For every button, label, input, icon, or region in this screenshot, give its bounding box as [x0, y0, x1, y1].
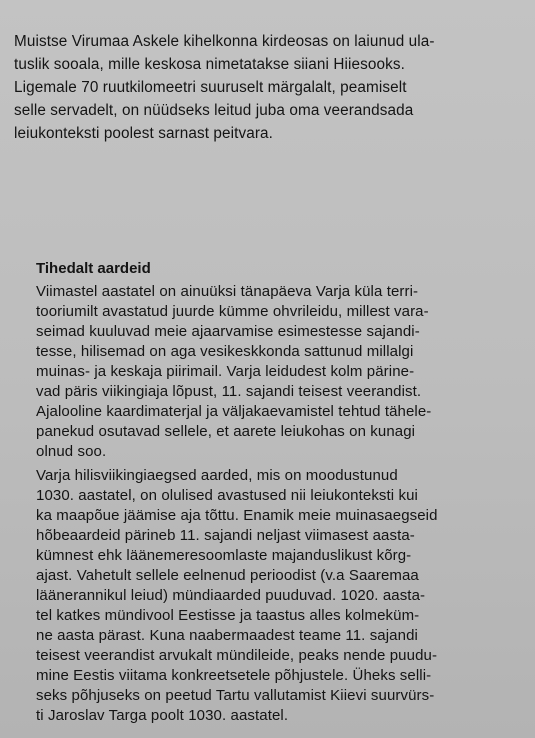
paragraph-line: kümnest ehk läänemeresoomlaste majanduslikust kõrg- [36, 547, 412, 564]
paragraph-line: vad päris viikingiaja lõpust, 11. sajandi teisest veerandist. [36, 383, 422, 400]
paragraph-line: teisest veerandist arvukalt mündileide, peaks nende puudu- [36, 647, 438, 664]
intro-line: tuslik sooala, mille keskosa nimetatakse siiani Hiiesooks. [14, 56, 405, 73]
paragraph-line: 1030. aastatel, on olulised avastused nii leiukonteksti kui [36, 487, 418, 504]
paragraph-line: tesse, hilisemad on aga vesikeskkonda sattunud millalgi [36, 343, 414, 360]
paragraph-line: tel katkes mündivool Eestisse ja taastus alles kolmeküm- [36, 607, 420, 624]
paragraph-line: seks põhjuseks on peetud Tartu vallutamist Kiievi suurvürs- [36, 687, 435, 704]
intro-line: Ligemale 70 ruutkilomeetri suuruselt märgalalt, peamiselt [14, 79, 407, 96]
paragraph-line: Ajalooline kaardimaterjal ja väljakaevamistel tehtud tähele- [36, 403, 432, 420]
paragraph-line: Varja hilisviikingiaegsed aarded, mis on moodustunud [36, 467, 398, 484]
paragraph-line: ti Jaroslav Targa poolt 1030. aastatel. [36, 707, 289, 724]
paragraph-line: Viimastel aastatel on ainuüksi tänapäeva Varja küla terri- [36, 283, 419, 300]
paragraph-line: tooriumilt avastatud juurde kümme ohvrileidu, millest vara- [36, 303, 429, 320]
section-heading: Tihedalt aardeid [36, 260, 151, 277]
paragraph-line: olnud soo. [36, 443, 107, 460]
paragraph-line: ne aasta pärast. Kuna naabermaadest teame 11. sajandi [36, 627, 418, 644]
intro-line: Muistse Virumaa Askele kihelkonna kirdeosas on laiunud ula- [14, 33, 435, 50]
paragraph-line: panekud osutavad sellele, et aarete leiukohas on kunagi [36, 423, 416, 440]
paragraph-line: hõbeaardeid pärineb 11. sajandi neljast viimasest aasta- [36, 527, 415, 544]
intro-line: leiukonteksti poolest sarnast peitvara. [14, 125, 273, 142]
intro-line: selle servadelt, on nüüdseks leitud juba oma veerandsada [14, 102, 414, 119]
paragraph-line: ka maapõue jäämise aja tõttu. Enamik meie muinasaegseid [36, 507, 438, 524]
paragraph-line: muinas- ja keskaja piirimail. Varja leidudest kolm pärine- [36, 363, 415, 380]
paragraph-line: ajast. Vahetult sellele eelnenud perioodist (v.a Saaremaa [36, 567, 419, 584]
paragraph-line: seimad kuuluvad meie ajaarvamise esimestesse sajandi- [36, 323, 420, 340]
paragraph-line: mine Eestis viitama konkreetsetele põhjustele. Üheks selli- [36, 667, 432, 684]
paragraph-line: läänerannikul leiud) mündiaarded puuduvad. 1020. aasta- [36, 587, 426, 604]
